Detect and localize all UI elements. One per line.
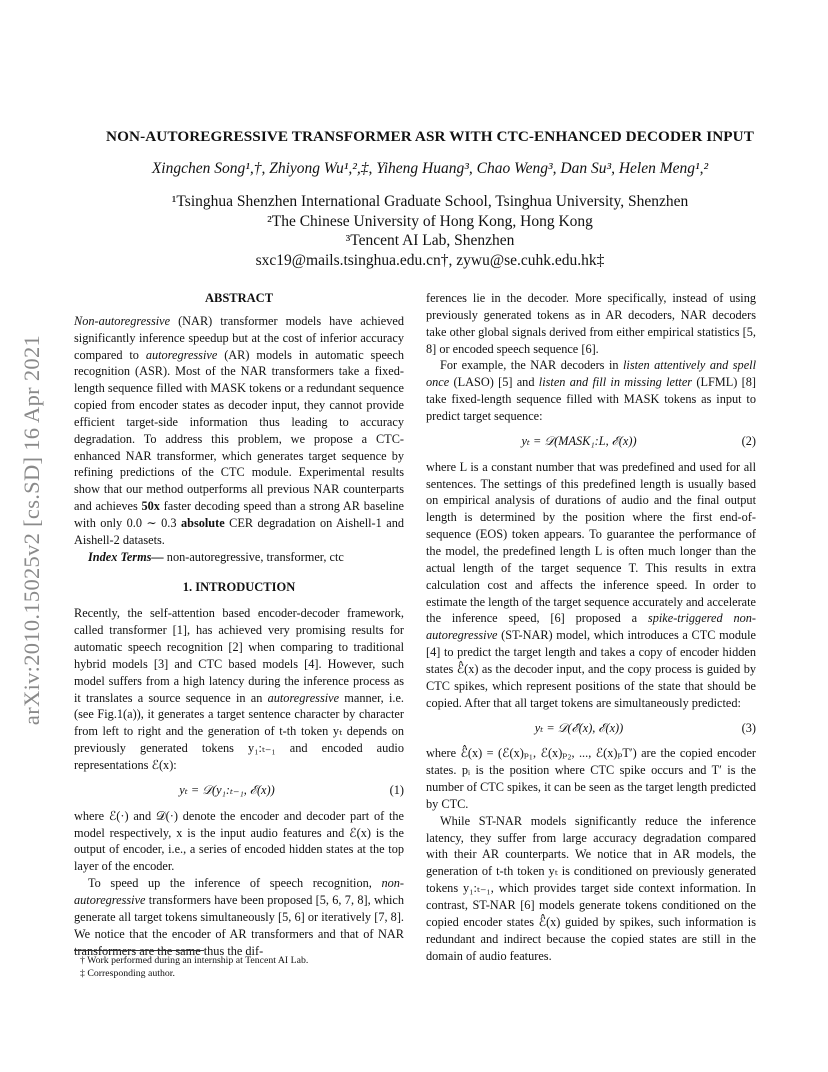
left-column bbox=[74, 290, 404, 959]
right-paragraph-3: where L is a constant number that was predefined and used for all sentences. The settings of this predefined length is usually based on empirical analysis of durations of audio and the final output length is determined by the position where the first end-of-sequence (EOS) token appears. To guarantee the performance of the model, the predefined length L is often much longer than the actual length of the target sequence T. This results in extra calculation cost and affects the inference speed. In order to estimate the length of the target sequence accurately and accelerate the inference speed, [6] proposed a spike-triggered non-autoregressive (ST-NAR) model, which introduces a CTC module [4] to predict the target length and takes a copy of encoder hidden states ℰ̂(x) as the decoder input, and the copy process is guided by CTC spikes, which represent positions of the state that should be copied. After that all target tokens are simultaneously predicted: bbox=[426, 459, 756, 710]
abstract-text: Non-autoregressive (NAR) transformer models have achieved significantly inference speedup but at the cost of inferior accuracy compared to autoregressive (AR) models in automatic speech recognition (ASR). Most of the NAR transformers take a fixed-length sequence filled with MASK tokens or a redundant sequence copied from encoder states as decoder input, they cannot provide efficient target-side information thus leading to accuracy degradation. To address this problem, we propose a CTC-enhanced NAR transformer, which generates target sequence by refining predictions of the CTC module. Experimental results show that our method outperforms all previous NAR counterparts and achieves 50x faster decoding speed than a strong AR baseline with only 0.0 ∼ 0.3 absolute CER degradation on Aishell-1 and Aishell-2 datasets. bbox=[74, 313, 405, 547]
index-terms: Index Terms— non-autoregressive, transformer, ctc bbox=[88, 549, 344, 564]
affiliation-2: ²The Chinese University of Hong Kong, Hong Kong bbox=[267, 212, 593, 230]
intro-heading: 1. INTRODUCTION bbox=[182, 579, 296, 594]
intro-paragraph-3: To speed up the inference of speech recognition, non-autoregressive transformers have been proposed [5, 6, 7, 8], which generate all target tokens simultaneously [5, 6] or iteratively [7, 8]. We notice that the encoder of AR transformers and that of NAR transformers are the same thus the dif- bbox=[74, 876, 404, 958]
intro-paragraph-1: Recently, the self-attention based encoder-decoder framework, called transformer [1], has achieved very promising results for automatic speech recognition [2] when comparing to traditional hybrid models [3] and CTC based models [4]. However, such model suffers from a high latency during the inference process as it translates a source sequence in an autoregressive manner, i.e.(see Fig.1(a)), it generates a target sentence character by character from left to right and the generation of t-th token yₜ depends on previously generated tokens y₁:ₜ₋₁ and encoded audio representations ℰ(x): bbox=[74, 606, 404, 772]
affiliation-1: ¹Tsinghua Shenzhen International Graduate School, Tsinghua University, Shenzhen bbox=[171, 193, 689, 210]
equation-1: yₜ = 𝒟(y₁:ₜ₋₁, ℰ(x)) (1) bbox=[179, 783, 404, 798]
equation-2: yₜ = 𝒟(MASK₁:L, ℰ(x)) (2) bbox=[521, 434, 756, 449]
right-paragraph-1: ferences lie in the decoder. More specifically, instead of using previously generated tokens as in AR decoders, NAR decoders take other global signals derived from either empirical statistics [5, 8] or encoded speech sequence [6]. bbox=[426, 291, 756, 356]
affiliations bbox=[60, 192, 800, 270]
footnotes bbox=[80, 954, 308, 980]
right-column bbox=[426, 290, 756, 964]
right-paragraph-4: where ℰ̂(x) = (ℰ(x)ₚ₁, ℰ(x)ₚ₂, ..., ℰ(x)ₚT′) are the copied encoder states. pᵢ is the position where CTC spike occurs and T′ is the number of CTC spikes, it can be seen as the target length predicted by CTC. bbox=[426, 746, 756, 811]
author-emails: sxc19@mails.tsinghua.edu.cn†, zywu@se.cuhk.edu.hk‡ bbox=[255, 251, 605, 269]
intro-paragraph-2: where ℰ(·) and 𝒟(·) denote the encoder and decoder part of the model respectively, x is the input audio features and ℰ(x) is the output of encoder, i.e., a series of encoded hidden states at the top layer of the encoder. bbox=[74, 808, 404, 874]
footnote-corresponding: ‡ Corresponding author. bbox=[80, 968, 175, 979]
affiliation-3: ³Tencent AI Lab, Shenzhen bbox=[345, 232, 515, 249]
right-paragraph-2: For example, the NAR decoders in listen attentively and spell once (LASO) [5] and listen and fill in missing letter (LFML) [8] take fixed-length sequence filled with MASK tokens as input to predict target sequence: bbox=[426, 358, 756, 423]
author-list: Xingchen Song¹,†, Zhiyong Wu¹,²,‡, Yiheng Huang³, Chao Weng³, Dan Su³, Helen Meng¹,² bbox=[151, 160, 709, 177]
arxiv-sidebar-stamp: arXiv:2010.15025v2 [cs.SD] 16 Apr 2021 bbox=[19, 334, 44, 726]
right-paragraph-5: While ST-NAR models significantly reduce the inference latency, they suffer from large accuracy degradation compared with their AR counterparts. We notice that in AR models, the generation of t-th token yₜ is conditioned on previously generated tokens y₁:ₜ₋₁, which provides target side context information. In contrast, ST-NAR [6] models generate tokens conditioned on the copied encoder states ℰ̂(x) guided by spikes, such information is redundant and indirect because the copied states are still in the domain of audio features. bbox=[426, 813, 756, 963]
abstract-heading: ABSTRACT bbox=[204, 291, 274, 305]
footnote-internship: † Work performed during an internship at Tencent AI Lab. bbox=[80, 955, 309, 966]
equation-3: yₜ = 𝒟(ℰ̂(x), ℰ(x)) (3) bbox=[534, 720, 756, 735]
paper-title: NON-AUTOREGRESSIVE TRANSFORMER ASR WITH CTC-ENHANCED DECODER INPUT bbox=[106, 128, 754, 145]
footnote-rule bbox=[74, 950, 204, 951]
